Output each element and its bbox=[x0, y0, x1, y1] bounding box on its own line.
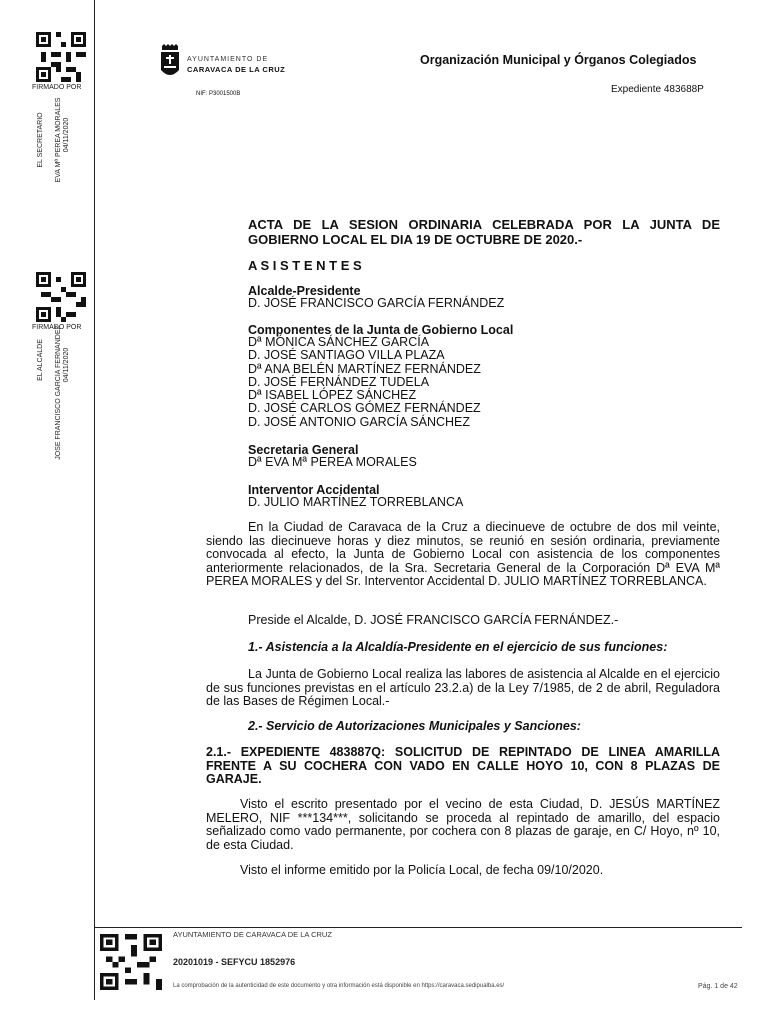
signer-1-date: 04/11/2020 bbox=[63, 117, 70, 153]
document-title: ACTA DE LA SESION ORDINARIA CELEBRADA POR LA JUNTA DE GOBIERNO LOCAL EL DIA 19 DE OCTUBRE DE 2020.- bbox=[248, 217, 720, 247]
footer-code: 20201019 - SEFYCU 1852976 bbox=[173, 957, 296, 967]
members-heading: Componentes de la Junta de Gobierno Local bbox=[248, 323, 514, 337]
list-item: D. JOSÉ SANTIAGO VILLA PLAZA bbox=[248, 348, 445, 363]
comptroller-heading: Interventor Accidental bbox=[248, 483, 380, 497]
footer-org: AYUNTAMIENTO DE CARAVACA DE LA CRUZ bbox=[173, 930, 332, 939]
list-item: Dª ISABEL LÓPEZ SÁNCHEZ bbox=[248, 388, 417, 403]
members-list bbox=[248, 336, 481, 429]
list-item: D. JOSÉ FERNÁNDEZ TUDELA bbox=[248, 374, 430, 389]
signed-by-label: FIRMADO POR bbox=[32, 324, 82, 331]
police-report-paragraph: Visto el informe emitido por la Policía Local, de fecha 09/10/2020. bbox=[240, 863, 604, 877]
secretary-heading: Secretaria General bbox=[248, 443, 359, 457]
page-number: Pág. 1 de 42 bbox=[698, 983, 738, 990]
footer-verification-note: La comprobación de la autenticidad de este documento y otra información está disponible en https://caravaca.sedipualba.es/ bbox=[173, 983, 505, 989]
signer-1-name: EVA Mª PEREA MORALES bbox=[55, 97, 62, 183]
mayor-name: D. JOSÉ FRANCISCO GARCÍA FERNÁNDEZ bbox=[248, 296, 505, 310]
opening-paragraph: En la Ciudad de Caravaca de la Cruz a diecinueve de octubre de dos mil veinte, siendo las diecinueve horas y diez minutos, se reunió en sesión ordinaria, previamente convocada al efecto, la Junta de Gobierno Local con asistencia de los componentes anteriormente relacionados, de la Sra. Secretaria General de la Corporación Dª EVA Mª PEREA MORALES y del Sr. Interventor Accidental D. JULIO MARTÍNEZ TORREBLANCA. bbox=[206, 520, 720, 588]
margin-rule bbox=[94, 0, 95, 1000]
list-item: D. JOSÉ CARLOS GÓMEZ FERNÁNDEZ bbox=[248, 401, 481, 416]
section-2-heading: 2.- Servicio de Autorizaciones Municipales y Sanciones: bbox=[248, 719, 581, 733]
list-item: D. JOSÉ ANTONIO GARCÍA SÁNCHEZ bbox=[248, 414, 471, 429]
signed-by-label: FIRMADO POR bbox=[32, 84, 82, 91]
coat-of-arms-logo bbox=[160, 44, 180, 80]
qr-code-icon bbox=[36, 272, 86, 322]
comptroller-name: D. JULIO MARTÍNEZ TORREBLANCA bbox=[248, 495, 464, 509]
logo-text-line2: CARAVACA DE LA CRUZ bbox=[187, 65, 286, 74]
qr-code-icon bbox=[36, 32, 86, 82]
section-1-heading: 1.- Asistencia a la Alcaldía-Presidente en el ejercicio de sus funciones: bbox=[248, 640, 668, 654]
secretary-name: Dª EVA Mª PEREA MORALES bbox=[248, 455, 417, 469]
nif-text: NIF: P3001500B bbox=[196, 91, 241, 97]
mayor-heading: Alcalde-Presidente bbox=[248, 284, 361, 298]
presiding-statement: Preside el Alcalde, D. JOSÉ FRANCISCO GARCÍA FERNÁNDEZ.- bbox=[248, 613, 619, 627]
organization-heading: Organización Municipal y Órganos Colegiados bbox=[420, 53, 697, 67]
expediente-number: Expediente 483688P bbox=[611, 84, 704, 95]
logo-text-line1: AYUNTAMIENTO DE bbox=[187, 56, 269, 63]
subsection-2-1-heading: 2.1.- EXPEDIENTE 483887Q: SOLICITUD DE REPINTADO DE LINEA AMARILLA FRENTE A SU COCHERA CON VADO EN CALLE HOYO 10, CON 8 PLAZAS DE GARAJE. bbox=[206, 745, 720, 786]
section-1-paragraph: La Junta de Gobierno Local realiza las labores de asistencia al Alcalde en el ejercicio de sus funciones previstas en el artículo 23.2.a) de la Ley 7/1985, de 2 de abril, Reguladora de las Bases de Régimen Local.- bbox=[206, 667, 720, 708]
attendees-heading: A S I S T E N T E S bbox=[248, 258, 362, 273]
signer-2-date: 04/11/2020 bbox=[63, 347, 70, 383]
list-item: Dª MÓNICA SÁNCHEZ GARCÍA bbox=[248, 335, 430, 349]
signer-1-role: EL SECRETARIO bbox=[37, 112, 44, 168]
footer-rule bbox=[94, 927, 742, 928]
list-item: Dª ANA BELÉN MARTÍNEZ FERNÁNDEZ bbox=[248, 361, 481, 376]
subsection-2-1-paragraph: Visto el escrito presentado por el vecino de esta Ciudad, D. JESÚS MARTÍNEZ MELERO, NIF ***134***, solicitando se proceda al repintado de amarillo, del espacio señalizado como vado permanente, por cochera con 8 plazas de garaje, en C/ Hoyo, nº 10, de esta Ciudad. bbox=[206, 797, 720, 852]
signer-2-name: JOSE FRANCISCO GARCIA FERNANDEZ bbox=[55, 325, 62, 460]
signer-2-role: EL ALCALDE bbox=[37, 339, 44, 381]
qr-code-icon bbox=[100, 934, 162, 990]
